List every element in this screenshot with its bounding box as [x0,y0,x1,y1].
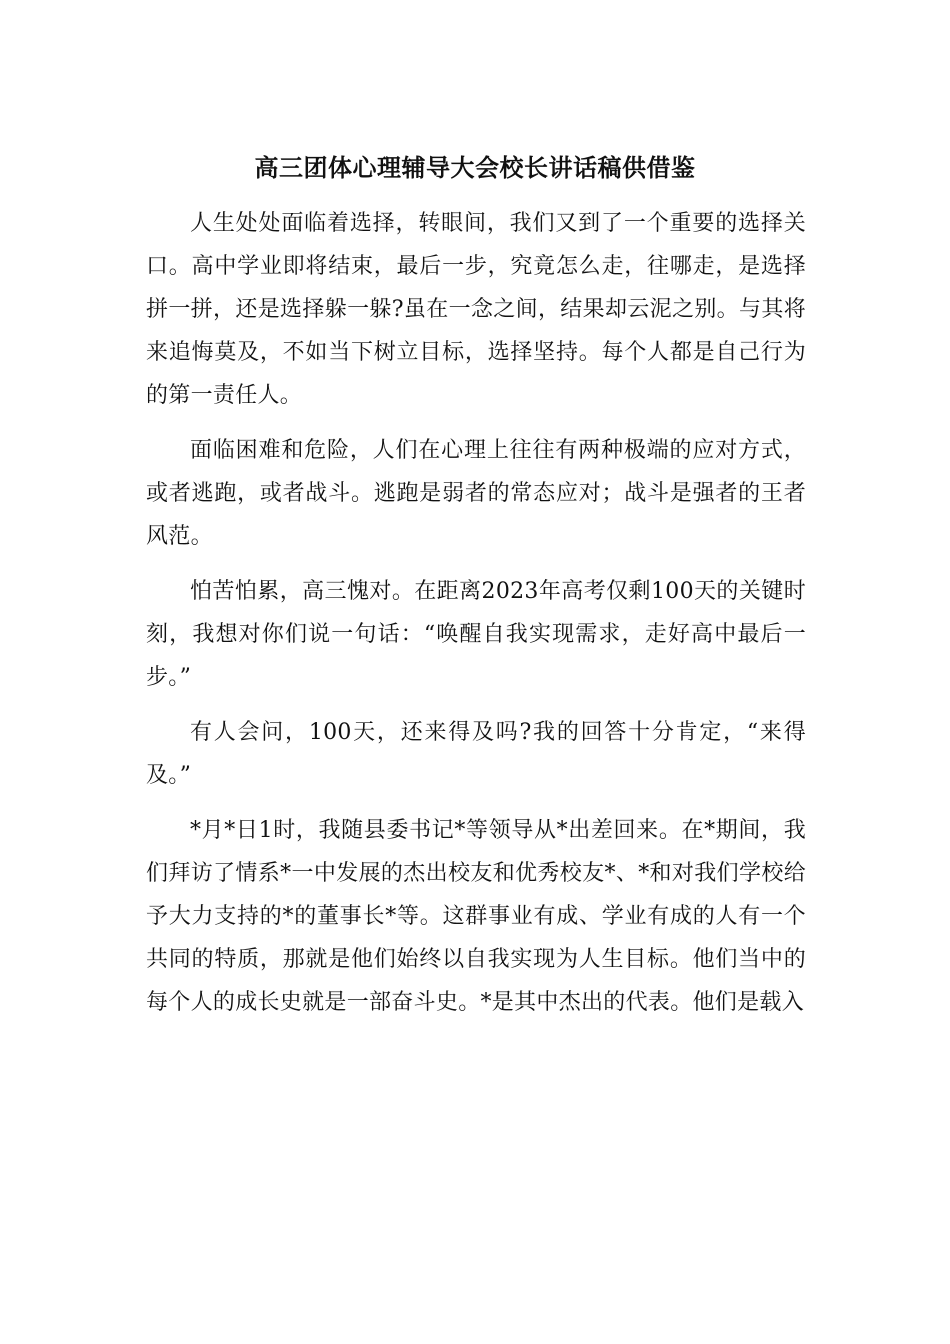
paragraph-5: *月*日1时，我随县委书记*等领导从*出差回来。在*期间，我们拜访了情系*一中发展的杰出校友和优秀校友*、*和对我们学校给予大力支持的*的董事长*等。这群事业有成、学业有成的人有一个共同的特质，那就是他们始终以自我实现为人生目标。他们当中的每个人的成长史就是一部奋斗史。*是其中杰出的代表。他们是载入 [146,818,806,1015]
document-body [146,202,806,1036]
document-title: 高三团体心理辅导大会校长讲话稿供借鉴 [254,153,696,182]
paragraph-4: 有人会问，100天，还来得及吗?我的回答十分肯定，“来得及。” [146,720,806,788]
paragraph-1: 人生处处面临着选择，转眼间，我们又到了一个重要的选择关口。高中学业即将结束，最后一步，究竟怎么走，往哪走，是选择拼一拼，还是选择躲一躲?虽在一念之间，结果却云泥之别。与其将来追悔莫及，不如当下树立目标，选择坚持。每个人都是自己行为的第一责任人。 [146,211,806,408]
paragraph-2: 面临困难和危险，人们在心理上往往有两种极端的应对方式，或者逃跑，或者战斗。逃跑是弱者的常态应对；战斗是强者的王者风范。 [146,438,806,549]
paragraph-3: 怕苦怕累，高三愧对。在距离2023年高考仅剩100天的关键时刻，我想对你们说一句话：“唤醒自我实现需求，走好高中最后一步。” [146,579,806,690]
